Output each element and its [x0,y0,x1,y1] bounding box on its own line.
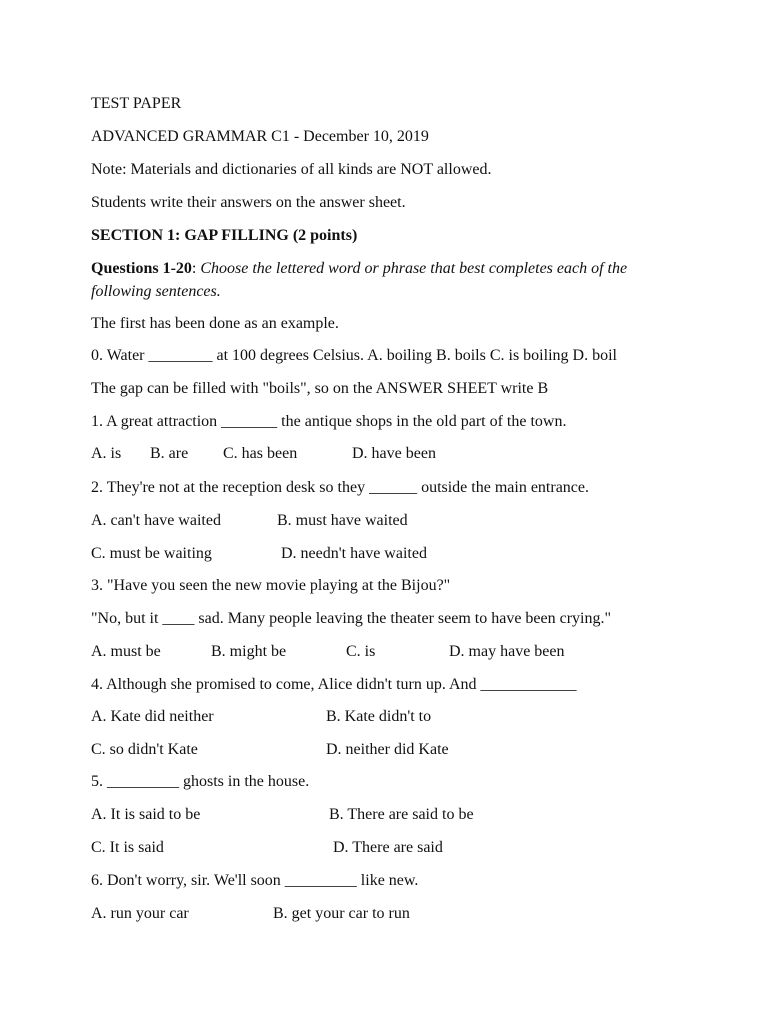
option: A. is [91,445,122,462]
question-stem: 3. "Have you seen the new movie playing at the Bijou?" [91,577,451,594]
example-question: 0. Water ________ at 100 degrees Celsius. A. boiling B. boils C. is boiling D. boil [91,347,617,364]
option: D. may have been [449,643,565,660]
example-answer: The gap can be filled with "boils", so on the ANSWER SHEET write B [91,380,549,397]
option: A. It is said to be [91,806,201,823]
option: B. are [150,445,189,462]
option: C. is [346,643,376,660]
paper-instruction: Students write their answers on the answer sheet. [91,194,406,211]
paper-subtitle: ADVANCED GRAMMAR C1 - December 10, 2019 [91,128,429,145]
question-options [91,444,691,464]
question-stem: 4. Although she promised to come, Alice didn't turn up. And ____________ [91,676,577,693]
question-options [91,707,691,727]
option: C. must be waiting [91,545,212,562]
question-stem-continued: "No, but it ____ sad. Many people leaving the theater seem to have been crying." [91,610,612,627]
option: B. Kate didn't to [326,708,432,725]
question-stem: 6. Don't worry, sir. We'll soon _________ like new. [91,872,419,889]
question-stem: 1. A great attraction _______ the antique shops in the old part of the town. [91,413,567,430]
option: C. It is said [91,839,164,856]
question-options [91,805,691,825]
option: B. might be [211,643,287,660]
option: B. There are said to be [329,806,474,823]
option: D. have been [352,445,436,462]
question-options [91,642,691,662]
question-options [91,838,691,858]
option: B. get your car to run [273,905,410,922]
paper-title: TEST PAPER [91,95,182,112]
paper-note: Note: Materials and dictionaries of all kinds are NOT allowed. [91,161,492,178]
option: A. Kate did neither [91,708,214,725]
option: C. has been [223,445,298,462]
question-options [91,904,691,924]
question-options [91,544,691,564]
option: B. must have waited [277,512,408,529]
questions-separator: : [191,260,201,277]
option: A. run your car [91,905,189,922]
question-stem: 5. _________ ghosts in the house. [91,773,310,790]
questions-instruction [91,257,681,303]
question-stem: 2. They're not at the reception desk so they ______ outside the main entrance. [91,479,589,496]
option: A. must be [91,643,161,660]
question-options [91,740,691,760]
option: C. so didn't Kate [91,741,198,758]
section-heading: SECTION 1: GAP FILLING (2 points) [91,227,358,244]
option: A. can't have waited [91,512,221,529]
option: D. There are said [333,839,443,856]
option: D. neither did Kate [326,741,449,758]
option: D. needn't have waited [281,545,427,562]
example-intro: The first has been done as an example. [91,315,339,332]
question-options [91,511,691,531]
questions-label: Questions 1-20 [91,260,192,277]
questions-text: Choose the lettered word or phrase that best completes each of the following sentences. [91,260,628,300]
